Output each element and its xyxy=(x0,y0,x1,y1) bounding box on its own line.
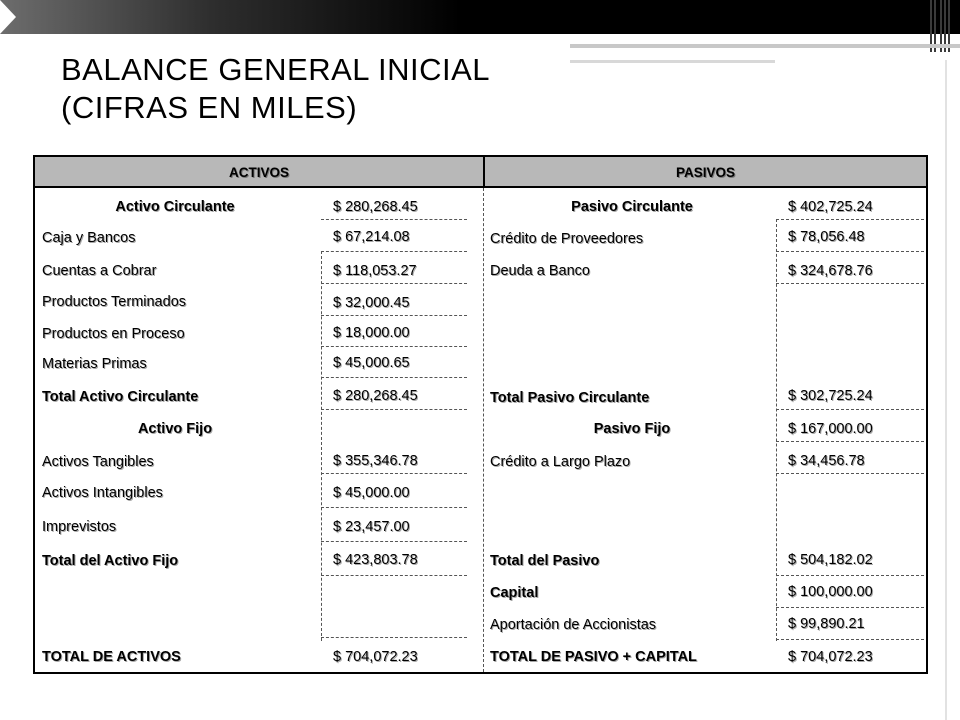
header-activos: ACTIVOS xyxy=(35,157,485,188)
liability-label: Total Pasivo Circulante xyxy=(490,390,650,406)
row-rule xyxy=(321,346,467,347)
asset-value: $ 45,000.65 xyxy=(333,355,410,371)
decorative-rule xyxy=(570,60,775,63)
row-rule xyxy=(321,315,467,316)
page-subtitle-line: (CIFRAS EN MILES) xyxy=(61,90,358,125)
liability-value: $ 78,056.48 xyxy=(788,229,865,245)
arrow-decoration-icon xyxy=(0,0,16,34)
asset-value: $ 118,053.27 xyxy=(333,263,417,279)
page-title xyxy=(61,51,490,127)
liability-value: $ 504,182.02 xyxy=(788,552,873,568)
row-rule xyxy=(776,441,924,442)
column-rule xyxy=(483,188,484,672)
total-assets-label: TOTAL DE ACTIVOS xyxy=(42,649,181,665)
asset-value: $ 355,346.78 xyxy=(333,453,418,469)
asset-label: Activo Circulante xyxy=(115,199,235,215)
liability-label: Capital xyxy=(490,585,539,601)
column-rule xyxy=(776,219,777,641)
row-rule xyxy=(776,283,924,284)
row-rule xyxy=(776,251,924,252)
decorative-rule xyxy=(945,60,947,720)
asset-value: $ 280,268.45 xyxy=(333,388,418,404)
asset-label: Productos en Proceso xyxy=(42,326,185,342)
asset-value: $ 280,268.45 xyxy=(333,199,418,215)
liability-label: Crédito de Proveedores xyxy=(490,231,644,247)
asset-label: Imprevistos xyxy=(42,519,117,535)
decorative-rule xyxy=(570,44,960,48)
row-rule xyxy=(776,575,924,576)
asset-value: $ 423,803.78 xyxy=(333,552,418,568)
liability-label: Pasivo Circulante xyxy=(571,199,693,215)
liability-value: $ 167,000.00 xyxy=(788,421,873,437)
liability-label: Total del Pasivo xyxy=(490,553,600,569)
asset-value: $ 45,000.00 xyxy=(333,485,410,501)
asset-label: Cuentas a Cobrar xyxy=(42,263,157,279)
total-assets-value: $ 704,072.23 xyxy=(333,649,418,665)
row-rule xyxy=(321,251,467,252)
balance-sheet-table xyxy=(33,155,928,674)
liability-value: $ 302,725.24 xyxy=(788,388,873,404)
row-rule xyxy=(321,637,467,638)
liability-value: $ 34,456.78 xyxy=(788,453,865,469)
row-rule xyxy=(321,575,467,576)
row-rule xyxy=(776,219,924,220)
top-bar-gradient xyxy=(0,0,960,34)
total-liabilities-capital-value: $ 704,072.23 xyxy=(788,649,873,665)
liability-value: $ 99,890.21 xyxy=(788,616,865,632)
page-title-line: BALANCE GENERAL INICIAL xyxy=(61,52,490,87)
row-rule xyxy=(776,607,924,608)
asset-value: $ 67,214.08 xyxy=(333,229,410,245)
liability-label: Pasivo Fijo xyxy=(593,421,671,437)
row-rule xyxy=(321,507,467,508)
row-rule xyxy=(321,219,467,220)
asset-label: Caja y Bancos xyxy=(42,230,136,246)
column-rule xyxy=(321,251,322,641)
header-pasivos: PASIVOS xyxy=(485,157,926,188)
liability-value: $ 402,725.24 xyxy=(788,199,873,215)
row-rule xyxy=(321,541,467,542)
row-rule xyxy=(321,473,467,474)
asset-label: Activos Tangibles xyxy=(42,454,154,470)
row-rule xyxy=(321,377,467,378)
asset-label: Productos Terminados xyxy=(42,294,187,310)
asset-label: Total Activo Circulante xyxy=(42,389,199,405)
asset-label: Total del Activo Fijo xyxy=(42,553,179,569)
row-rule xyxy=(776,639,924,640)
liability-value: $ 100,000.00 xyxy=(788,584,873,600)
total-liabilities-capital-label: TOTAL DE PASIVO + CAPITAL xyxy=(490,649,697,665)
liability-label: Crédito a Largo Plazo xyxy=(490,454,631,470)
liability-label: Deuda a Banco xyxy=(490,263,590,279)
row-rule xyxy=(321,409,467,410)
asset-label: Activo Fijo xyxy=(137,421,213,437)
liability-label: Aportación de Accionistas xyxy=(490,617,657,633)
row-rule xyxy=(776,409,924,410)
row-rule xyxy=(321,283,467,284)
asset-value: $ 18,000.00 xyxy=(333,325,410,341)
asset-value: $ 23,457.00 xyxy=(333,519,410,535)
liability-value: $ 324,678.76 xyxy=(788,263,873,279)
asset-label: Materias Primas xyxy=(42,356,147,372)
asset-label: Activos Intangibles xyxy=(42,485,163,501)
row-rule xyxy=(776,473,924,474)
asset-value: $ 32,000.45 xyxy=(333,295,410,311)
